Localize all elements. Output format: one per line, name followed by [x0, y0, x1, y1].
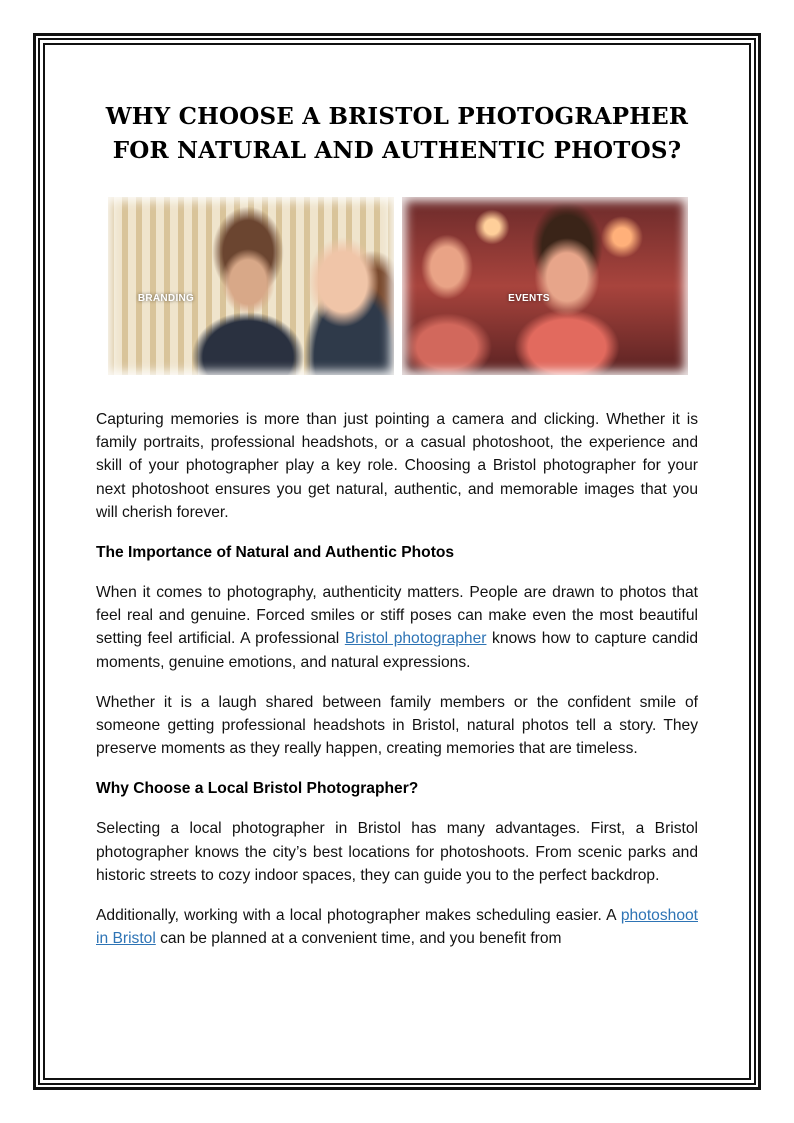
events-label: EVENTS [508, 293, 550, 304]
paragraph-scheduling [96, 904, 698, 950]
paragraph-natural-story: Whether it is a laugh shared between family members or the confident smile of someone getting professional headshots in Bristol, natural photos tell a story. They preserve moments as they really happen, creating memories that are timeless. [96, 693, 698, 758]
events-photo [402, 197, 688, 375]
branding-label: BRANDING [137, 293, 195, 304]
bristol-photographer-link[interactable]: Bristol photographer [344, 630, 487, 648]
section-heading-importance: The Importance of Natural and Authentic Photos [96, 544, 455, 562]
paragraph-text: can be planned at a convenient time, and you benefit from [155, 930, 562, 948]
paragraph-authenticity [96, 581, 698, 674]
photoshoot-in-bristol-link[interactable]: photoshoot in Bristol [96, 907, 698, 948]
section-heading-local: Why Choose a Local Bristol Photographer? [96, 780, 419, 798]
banner-image [108, 197, 688, 375]
page-title: WHY CHOOSE A BRISTOL PHOTOGRAPHER FOR NATURAL AND AUTHENTIC PHOTOS? [105, 103, 689, 164]
article-body [96, 408, 698, 967]
paragraph-local-advantages: Selecting a local photographer in Bristol has many advantages. First, a Bristol photographer knows the city’s best locations for photoshoots. From scenic parks and historic streets to cozy indoor spaces, they can guide you to the perfect backdrop. [96, 820, 698, 884]
paragraph-text: knows how to capture candid moments, genuine emotions, and natural expressions. [96, 630, 699, 671]
intro-paragraph: Capturing memories is more than just pointing a camera and clicking. Whether it is family portraits, professional headshots, or a casual photoshoot, the experience and skill of your photographer play a key role. Choosing a Bristol photographer for your next photoshoot ensures you get natural, authentic, and memorable images that you will cherish forever. [96, 411, 698, 521]
branding-photo [108, 197, 394, 375]
paragraph-text: Additionally, working with a local photographer makes scheduling easier. A [96, 907, 621, 925]
paragraph-text: When it comes to photography, authenticity matters. People are drawn to photos that feel real and genuine. Forced smiles or stiff poses can make even the most beautiful setting feel artificial. A professional [96, 584, 698, 648]
